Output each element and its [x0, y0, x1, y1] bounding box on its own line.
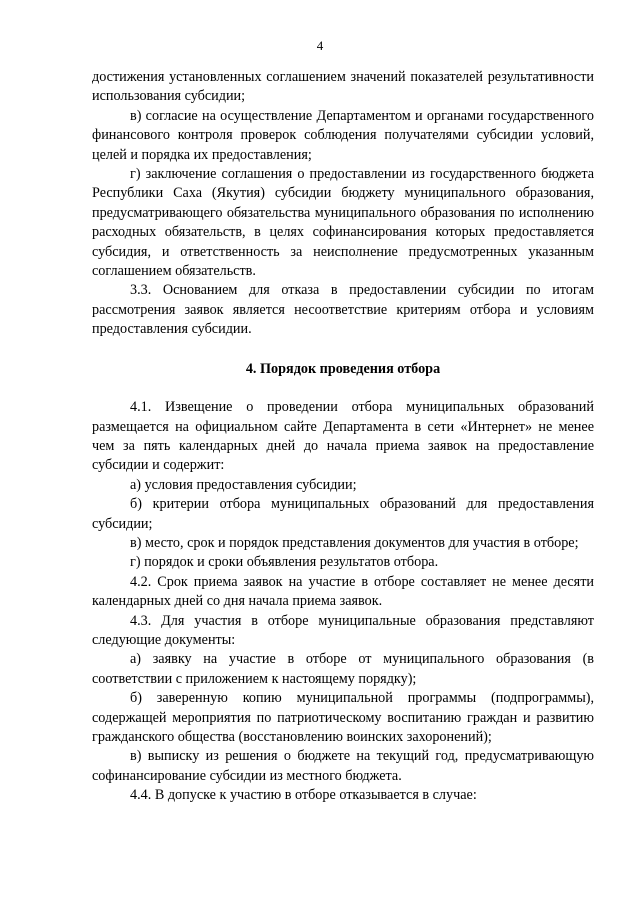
section-heading: 4. Порядок проведения отбора: [245, 360, 441, 377]
paragraph-4-4: 4.4. В допуске к участию в отборе отказывается в случае:: [130, 787, 477, 804]
paragraph-4-2: 4.2. Срок приема заявок на участие в отборе составляет не менее десяти календарных дней со дня начала приема заявок.: [92, 573, 594, 610]
page-number: 4: [316, 38, 324, 53]
paragraph-3-3: 3.3. Основанием для отказа в предоставлении субсидии по итогам рассмотрения заявок является несоответствие критериям отбора и условиям предоставления субсидии.: [92, 282, 594, 338]
doc-item-v: в) выписку из решения о бюджете на текущий год, предусматривающую софинансирование субсидии из местного бюджета.: [92, 748, 594, 784]
doc-item-a: а) заявку на участие в отборе от муниципального образования (в соответствии с приложением к настоящему порядку);: [92, 651, 594, 687]
paragraph-item-g: г) заключение соглашения о предоставлении из государственного бюджета Республики Саха (Якутия) субсидии бюджету муниципального образования, предусматривающего обязательства муниципального образования по исполнению расходных обязательств, в целях софинансирования которых предоставляется субсидия, и ответственность за неисполнение предусмотренных указанным соглашением обязательств.: [92, 166, 594, 280]
paragraph-item-v: в) согласие на осуществление Департаментом и органами государственного финансового контроля проверок соблюдения получателями субсидии условий, целей и порядка их предоставления;: [92, 107, 594, 163]
doc-item-b: б) заверенную копию муниципальной программы (подпрограммы), содержащей мероприятия по патриотическому воспитанию граждан и развитию гражданского общества (восстановлению воинских захоронений);: [92, 690, 594, 745]
paragraph-4-1: 4.1. Извещение о проведении отбора муниципальных образований размещается на официальном сайте Департамента в сети «Интернет» не менее чем за пять календарных дней до начала приема заявок на предоставление субсидии и содержит:: [92, 399, 594, 474]
list-item-b: б) критерии отбора муниципальных образований для предоставления субсидии;: [92, 496, 594, 532]
paragraph-continuation: достижения установленных соглашением значений показателей результативности использования субсидии;: [92, 69, 594, 105]
list-item-v: в) место, срок и порядок представления документов для участия в отборе;: [130, 534, 579, 551]
paragraph-4-3: 4.3. Для участия в отборе муниципальные образования представляют следующие документы:: [92, 612, 594, 648]
document-body: [92, 68, 594, 806]
list-item-g: г) порядок и сроки объявления результатов отбора.: [130, 554, 439, 571]
list-item-a: а) условия предоставления субсидии;: [130, 476, 357, 493]
